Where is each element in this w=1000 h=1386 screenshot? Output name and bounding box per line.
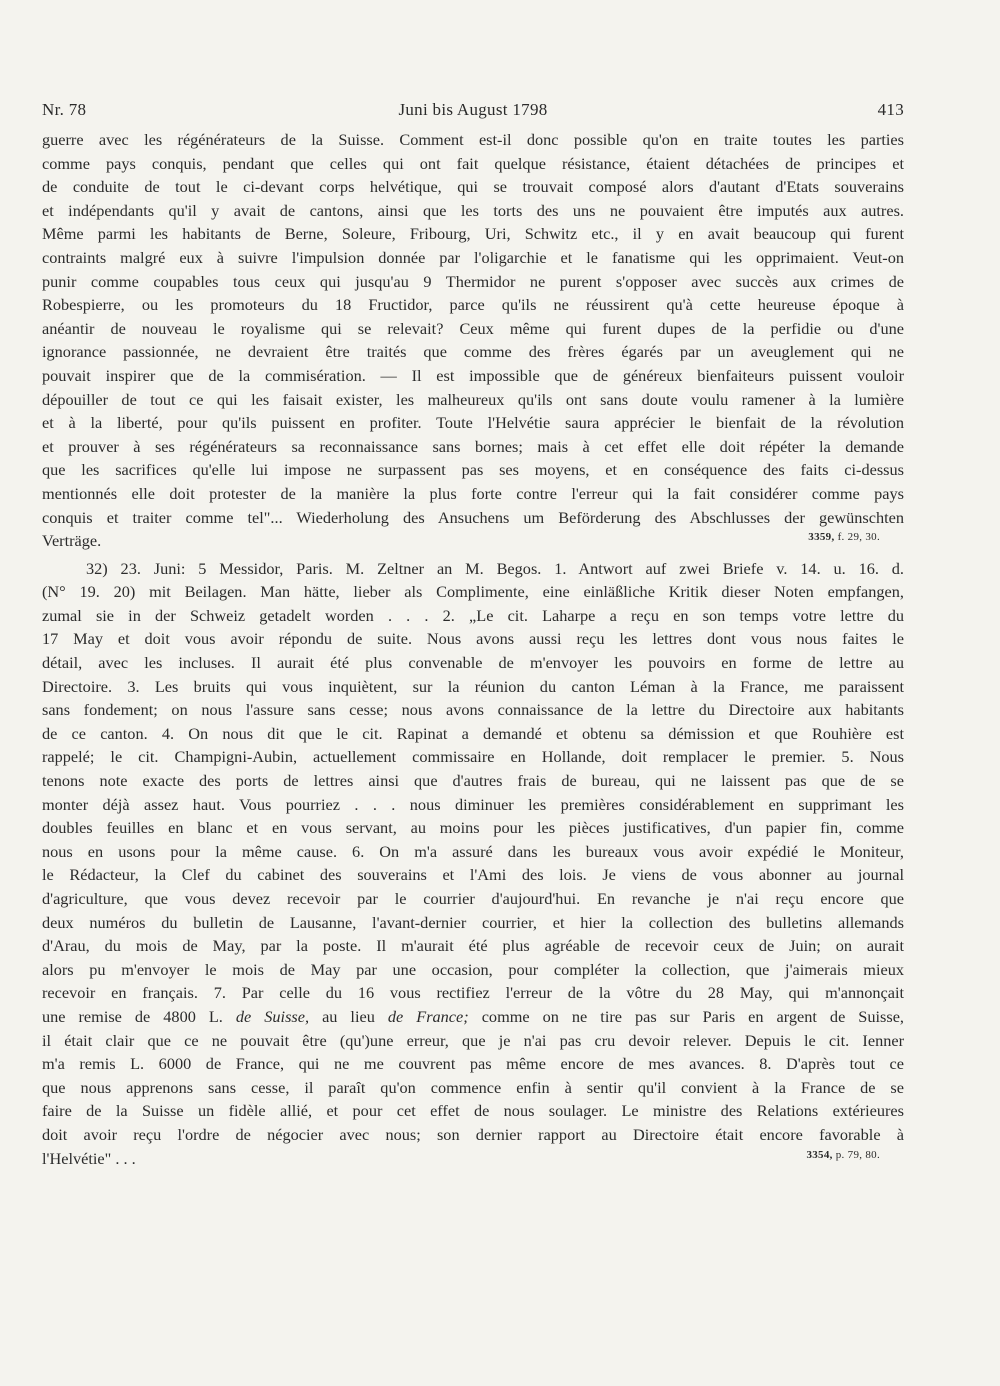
text-line: doit avoir reçu l'ordre de négocier avec nous; son dernier rapport au Directoire était encore favorable à xyxy=(42,1124,904,1144)
text-segment: une remise de 4800 L. xyxy=(42,1006,223,1026)
text-line-content: l'Helvétie" . . . xyxy=(42,1148,136,1168)
archive-reference xyxy=(808,529,880,550)
running-title: Juni bis August 1798 xyxy=(398,100,548,119)
text-line: deux numéros du bulletin de Lausanne, l'avant-dernier courrier, et hier la collection des bulletins allemands xyxy=(42,912,904,932)
text-line: de conduite de tout le ci-devant corps helvétique, qui se trouvait composé alors d'autant d'Etats souverains xyxy=(42,177,904,197)
text-line: et indépendants qu'il y avait de cantons, ainsi que les torts des uns ne pouvaient être imputés aux autres. xyxy=(42,200,904,220)
text-line: de ce canton. 4. On nous dit que le cit. Rapinat a demandé et obtenu sa démission et que Rouhière est xyxy=(42,723,904,743)
text-line: m'a remis L. 6000 de France, qui ne me couvrent pas même encore de mes avances. 8. D'après tout ce xyxy=(42,1054,904,1074)
text-line xyxy=(42,1147,904,1171)
text-line: mentionnés elle doit protester de la manière la plus forte contre l'erreur qui la fait considérer comme pays xyxy=(42,483,904,503)
text-line: dépouiller de tout ce qui les faisait exister, les malheureux qu'ils ont sans doute voulu ramener à la lumière xyxy=(42,389,904,409)
text-line: (N° 19. 20) mit Beilagen. Man hätte, lieber als Complimente, eine einläßliche Kritik dieser Noten empfangen, xyxy=(42,582,904,602)
running-header xyxy=(42,100,904,128)
archive-reference-pages: f. 29, 30. xyxy=(837,531,880,544)
text-line xyxy=(42,1005,904,1029)
text-line: d'Arau, du mois de May, par la poste. Il m'aurait été plus agréable de recevoir ceux de Juin; on aurait xyxy=(42,936,904,956)
text-line: alors pu m'envoyer le mois de May par une occasion, pour compléter la collection, que j'aimerais mieux xyxy=(42,959,904,979)
text-line: Directoire. 3. Les bruits qui vous inquiètent, sur la réunion du canton Léman à la France, me paraissent xyxy=(42,676,904,696)
text-line: nous en usons pour la même cause. 6. On m'a assuré dans les bureaux vous avoir expédié le Moniteur, xyxy=(42,841,904,861)
italic-text: de Suisse, xyxy=(235,1006,310,1026)
text-line: monter déjà assez haut. Vous pourriez . . . nous diminuer les premières considérablement en supprimant les xyxy=(42,794,904,814)
archive-reference-number: 3354, xyxy=(806,1148,833,1161)
text-line: 17 May et doit vous avoir répondu de suite. Nous avons aussi reçu les lettres dont vous nous faites le xyxy=(42,629,904,649)
entry-32 xyxy=(42,557,904,1170)
text-line: ignorance passionnée, ne devraient être traités que comme des frères égarés par un aveuglement qui ne xyxy=(42,342,904,362)
text-line: détail, avec les incluses. Il aurait été plus convenable de m'envoyer les pouvoirs en forme de lettre au xyxy=(42,653,904,673)
text-line: sans fondement; on nous l'assure sans cesse; nous avons connaissance de la lettre du Directoire aux habitants xyxy=(42,700,904,720)
text-line: faire de la Suisse un fidèle allié, et pour cet effet de nous soulager. Le ministre des Relations extérieures xyxy=(42,1101,904,1121)
text-line: et prouver à ses régénérateurs sa reconnaissance sans bornes; mais à cet effet elle doit répéter la demande xyxy=(42,436,904,456)
text-line: Robespierre, ou les promoteurs du 18 Fructidor, parce qu'ils ne réussirent qu'à cette heureuse époque à xyxy=(42,295,904,315)
text-line: il était clair que ce ne pouvait être (qu')une erreur, que je n'ai pas cru devoir relever. Depuis le cit. Ienner xyxy=(42,1030,904,1050)
text-line: que les sacrifices qu'elle lui impose ne surpassent pas ses moyens, et en conséquence des faits ci-dessus xyxy=(42,460,904,480)
text-line: punir comme coupables tous ceux qui jusqu'au 9 Thermidor ne purent s'opposer avec succès aux crimes de xyxy=(42,271,904,291)
text-line: zumal sie in der Schweiz getadelt worden . . . 2. „Le cit. Laharpe a reçu en son temps votre lettre du xyxy=(42,605,904,625)
text-line: rappelé; le cit. Champigni-Aubin, actuellement commissaire en Hollande, doit remplacer le premier. 5. Nous xyxy=(42,747,904,767)
entry-continuation xyxy=(42,128,904,553)
text-segment: comme on ne tire pas sur Paris en argent de Suisse, xyxy=(481,1006,904,1026)
document-page xyxy=(42,100,904,1170)
text-line: que nous apprenons sans cesse, il paraît qu'on commence enfin à sentir qu'il convient à la France de se xyxy=(42,1077,904,1097)
text-line: le Rédacteur, la Clef du cabinet des souverains et l'Ami des lois. Je viens de vous abonner au journal xyxy=(42,865,904,885)
text-segment: au lieu xyxy=(322,1006,375,1026)
text-line: pouvait inspirer que de la commisération. — Il est impossible que de généreux bienfaiteurs puissent vouloir xyxy=(42,365,904,385)
text-line: anéantir de nouveau le royalisme qui se relevait? Ceux même qui furent dupes de la perfidie ou d'une xyxy=(42,318,904,338)
archive-reference-number: 3359, xyxy=(808,531,835,544)
text-line: guerre avec les régénérateurs de la Suisse. Comment est-il donc possible qu'on en traite toutes les parties xyxy=(42,130,904,149)
page-number: 413 xyxy=(877,100,904,119)
text-line: 32) 23. Juni: 5 Messidor, Paris. M. Zeltner an M. Begos. 1. Antwort auf zwei Briefe v. 14. u. 16. d. xyxy=(86,558,904,578)
text-line: contraints malgré eux à suivre l'impulsion donnée par l'oligarchie et le fanatisme qui les opprimaient. Veut-on xyxy=(42,247,904,267)
document-number: Nr. 78 xyxy=(42,100,87,119)
text-line: et à la liberté, pour qu'ils puissent en profiter. Toute l'Helvétie saura apprécier le bienfait de la révolution xyxy=(42,413,904,433)
text-line-content: Verträge. xyxy=(42,531,102,551)
text-line: tenons note exacte des ports de lettres ainsi que d'autres frais de bureau, qui ne laissent pas que de se xyxy=(42,771,904,791)
text-line: doubles feuilles en blanc et en vous servant, au moins pour les pièces justificatives, d'un papier fin, comme xyxy=(42,818,904,838)
text-line: comme pays conquis, pendant que celles qui ont fait quelque résistance, étaient détachées de principes et xyxy=(42,153,904,173)
text-line: conquis et traiter comme tel"... Wiederholung des Ansuchens um Beförderung des Abschlusses der gewünschten xyxy=(42,507,904,527)
italic-text: de France; xyxy=(387,1006,469,1026)
text-line xyxy=(42,529,904,553)
text-line: recevoir en français. 7. Par celle du 16 vous rectifiez l'erreur de la vôtre du 28 May, qui m'annonçait xyxy=(42,983,904,1003)
archive-reference-pages: p. 79, 80. xyxy=(835,1148,880,1161)
text-line: d'agriculture, que vous devez recevoir par le courrier d'aujourd'hui. En revanche je n'ai reçu encore que xyxy=(42,889,904,908)
archive-reference xyxy=(806,1147,880,1168)
text-line: Même parmi les habitants de Berne, Soleure, Fribourg, Uri, Schwitz etc., il y en avait beaucoup qui furent xyxy=(42,224,904,244)
